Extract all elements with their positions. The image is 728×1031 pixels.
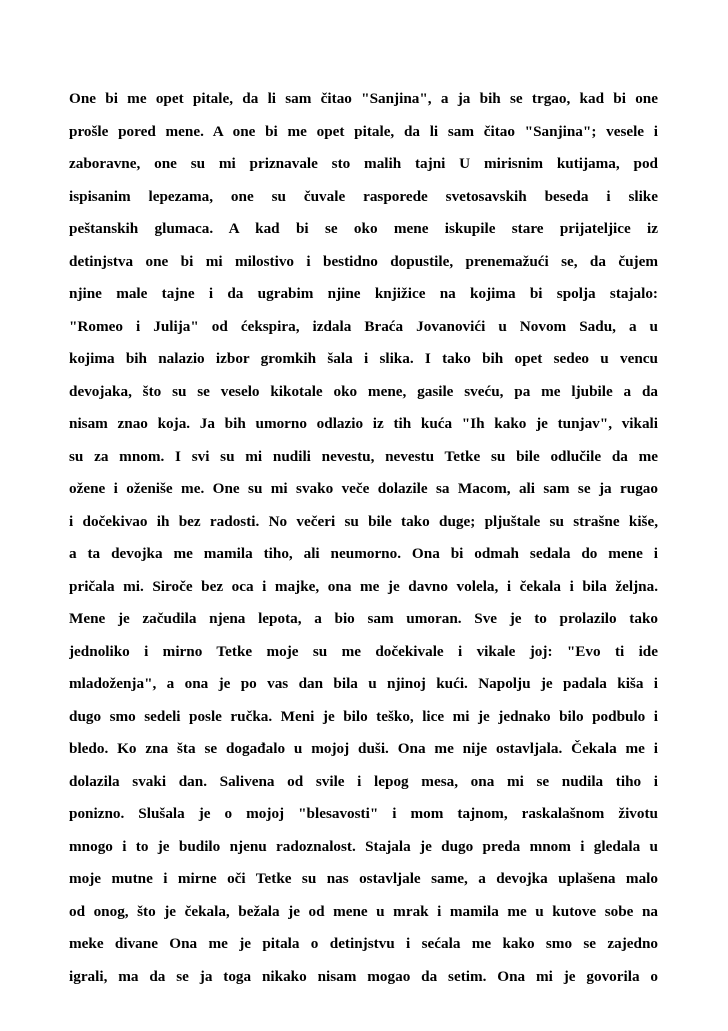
text-line: One bi me opet pitale, da li sam čitao "Sanjina", a ja bih se trgao, kad bi one	[69, 90, 658, 107]
text-line: Mene je začudila njena lepota, a bio sam umoran. Sve je to prolazilo tako	[69, 610, 658, 627]
body-text	[69, 89, 658, 999]
text-line: njine male tajne i da ugrabim njine knjižice na kojima bi spolja stajalo:	[69, 285, 658, 302]
text-line: meke divane Ona me je pitala o detinjstvu i sećala me kako smo se zajedno	[69, 935, 658, 952]
text-line: peštanskih glumaca. A kad bi se oko mene iskupile stare prijateljice iz	[69, 220, 658, 237]
text-line: kojima bih nalazio izbor gromkih šala i slika. I tako bih opet sedeo u vencu	[69, 350, 658, 367]
text-line: a ta devojka me mamila tiho, ali neumorno. Ona bi odmah sedala do mene i	[69, 545, 658, 562]
text-line: detinjstva one bi mi milostivo i bestidno dopustile, prenemažući se, da čujem	[69, 252, 658, 270]
text-line: nisam znao koja. Ja bih umorno odlazio iz tih kuća "Ih kako je tunjav", vikali	[69, 415, 658, 432]
text-line: ponizno. Slušala je o mojoj "blesavosti" i mom tajnom, raskalašnom životu	[69, 805, 658, 822]
text-line: moje mutne i mirne oči Tetke su nas ostavljale same, a devojka uplašena malo	[69, 870, 658, 887]
text-line: ispisanim lepezama, one su čuvale rasporede svetosavskih beseda i slike	[69, 187, 658, 205]
text-line: devojaka, što su se veselo kikotale oko mene, gasile sveću, pa me ljubile a da	[69, 382, 658, 400]
text-line: zaboravne, one su mi priznavale sto malih tajni U mirisnim kutijama, pod	[69, 155, 658, 172]
text-line: i dočekivao ih bez radosti. No večeri su bile tako duge; pljuštale su strašne kiše,	[69, 512, 658, 530]
text-line: prošle pored mene. A one bi me opet pitale, da li sam čitao "Sanjina"; vesele i	[69, 122, 658, 140]
text-line: bledo. Ko zna šta se događalo u mojoj duši. Ona me nije ostavljala. Čekala me i	[69, 740, 658, 757]
text-line: jednoliko i mirno Tetke moje su me dočekivale i vikale joj: "Evo ti ide	[69, 642, 658, 660]
text-line: dolazila svaki dan. Salivena od svile i lepog mesa, ona mi se nudila tiho i	[69, 772, 658, 790]
text-line: "Romeo i Julija" od ćekspira, izdala Braća Jovanovići u Novom Sadu, a u	[69, 317, 658, 335]
text-line: ožene i oženiše me. One su mi svako veče dolazile sa Macom, ali sam se ja rugao	[69, 480, 658, 497]
text-line: mnogo i to je budilo njenu radoznalost. Stajala je dugo preda mnom i gledala u	[69, 837, 658, 855]
text-line: od onog, što je čekala, bežala je od mene u mrak i mamila me u kutove sobe na	[69, 902, 658, 920]
text-line: su za mnom. I svi su mi nudili nevestu, nevestu Tetke su bile odlučile da me	[69, 447, 658, 465]
text-line: mladoženja", a ona je po vas dan bila u njinoj kući. Napolju je padala kiša i	[69, 675, 658, 692]
text-line: dugo smo sedeli posle ručka. Meni je bilo teško, lice mi je jednako bilo podbulo i	[69, 707, 658, 725]
text-line: pričala mi. Siroče bez oca i majke, ona me je davno volela, i čekala i bila željna.	[69, 577, 658, 595]
text-line: igrali, ma da se ja toga nikako nisam mogao da setim. Ona mi je govorila o	[69, 967, 658, 985]
